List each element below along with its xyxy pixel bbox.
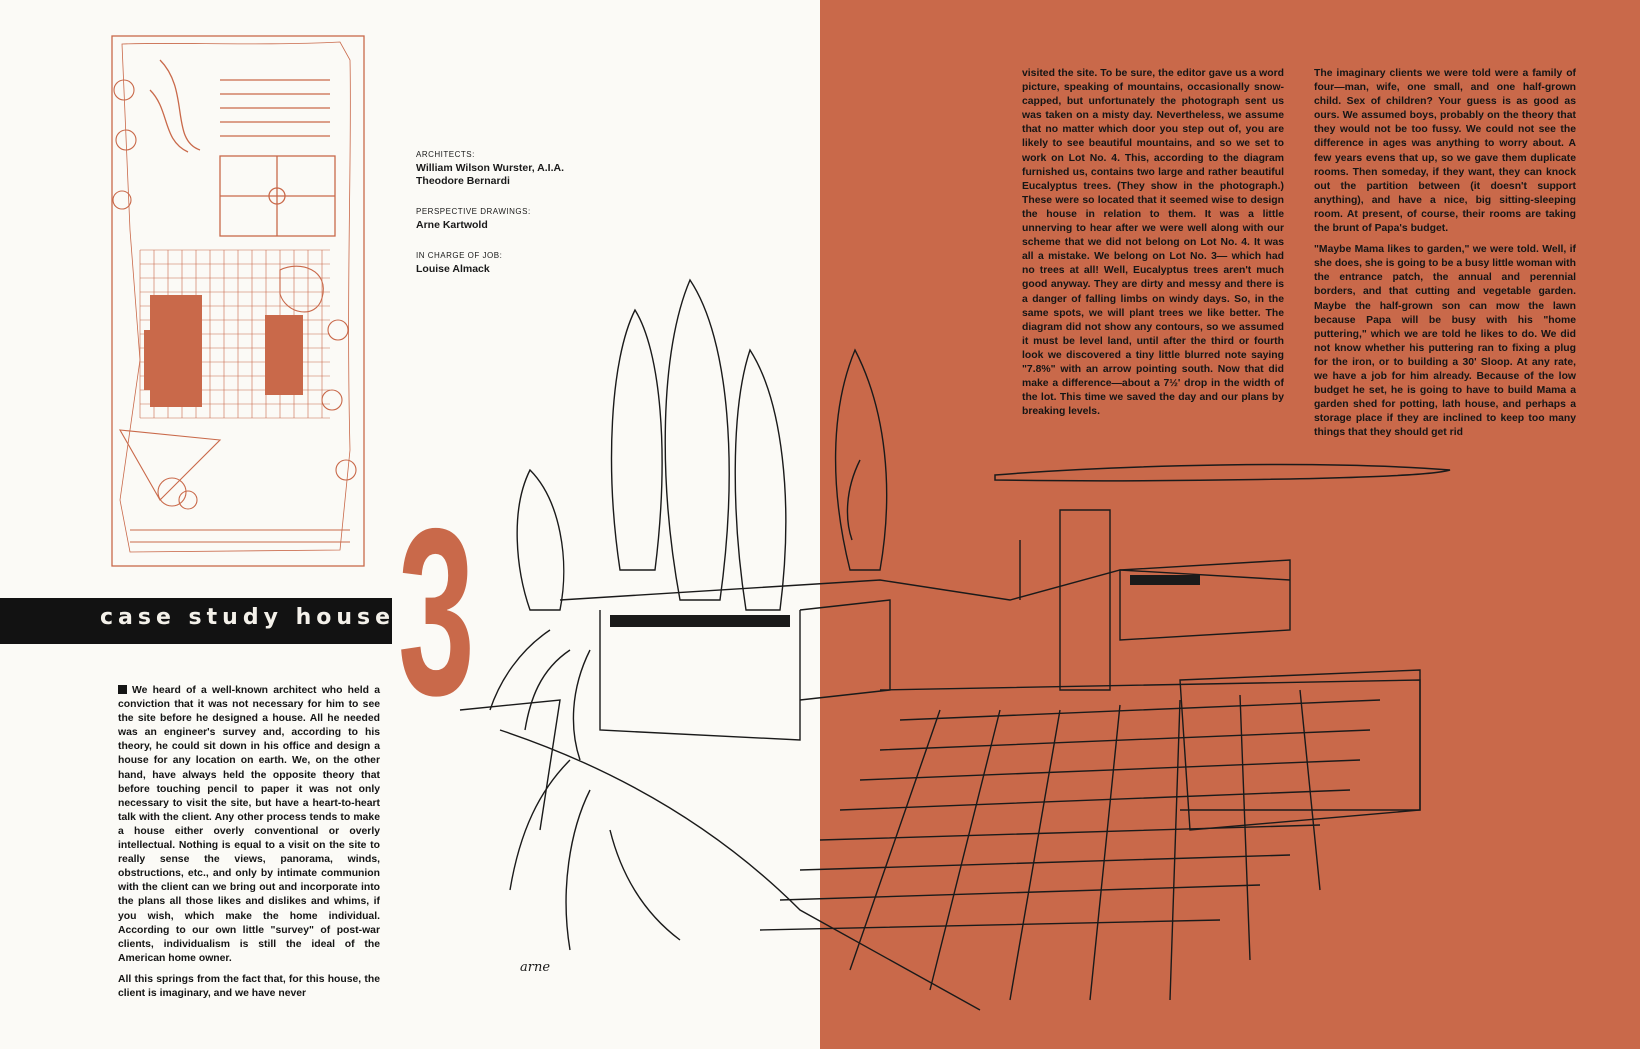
- bullet-square-icon: [118, 685, 127, 694]
- artist-signature: arne: [520, 960, 551, 975]
- perspective-name: Arne Kartwold: [416, 219, 488, 231]
- charge-label: IN CHARGE OF JOB:: [416, 251, 503, 260]
- banner-title: case study house: [100, 605, 396, 630]
- article-column-right-2: [1314, 67, 1576, 447]
- article-paragraph: All this springs from the fact that, for this house, the client is imaginary, and we have never: [118, 973, 380, 999]
- article-paragraph: "Maybe Mama likes to garden," we were told. Well, if she does, she is going to be a busy little woman with the entrance patch, the annual and perennial borders, and that cutting and vegetable garden. Maybe the half-grown son can mow the lawn because Papa will be busy with his "home puttering," which we are told he likes to do. We did not know whether his puttering ran to fixing a plug for the iron, or to building a 30' Sloop. At any rate, we have a job for him already. Because of the low budget he set, he is going to have to build Mama a garden shed for potting, lath house, and perhaps a storage place if they are inclined to keep too many things that they should get rid: [1314, 244, 1576, 439]
- article-paragraph: [118, 684, 380, 966]
- article-paragraph: The imaginary clients we were told were a family of four—man, wife, one small, and one half-grown child. Sex of children? Your guess is as good as ours. We assumed boys, probably on the theory that they would not be too fussy. We could not see the difference in ages was anything to worry about. A few years evens that up, so we gave them duplicate rooms. Then someday, if they want, they can knock out the partition between (it doesn't support anything), and have a nice, big sitting-sleeping room. At present, of course, their rooms are taking the brunt of Papa's budget.: [1314, 68, 1576, 235]
- site-plan-drawing: [100, 30, 370, 585]
- charge-name: Louise Almack: [416, 263, 490, 275]
- perspective-credit: [416, 207, 616, 232]
- article-paragraph: visited the site. To be sure, the editor gave us a word picture, speaking of mountains, occasionally snow-capped, but unfortunately the photograph sent us was taken on a misty day. Nevertheless, we assume that no matter which door you step out of, you are likely to see beautiful mountains, and so we set to work on Lot No. 4. This, according to the diagram furnished us, contains two large and rather beautiful Eucalyptus trees. (They show in the photograph.) These were so located that it seemed wise to design the house in relation to them. It was a little unnerving to hear after we were well along with our scheme that we did not belong on Lot No. 4. It was all a mistake. We belong on Lot No. 3— which had no trees at all! Well, Eucalyptus trees aren't much good anyway. They are dirty and messy and there is a danger of falling limbs on windy days. So, in the same spots, we will plant trees we like better. The diagram did not show any contours, so we assumed it must be level land, until after the third or fourth look we discovered a tiny little blurred note saying "7.8%" with an arrow pointing south. Now that did make a difference—about a 7½' drop in the width of the lot. This time we saved the day and our plans by breaking levels.: [1022, 68, 1284, 418]
- architect-name-1: William Wilson Wurster, A.I.A.: [416, 162, 564, 174]
- architect-name-2: Theodore Bernardi: [416, 175, 510, 187]
- article-column-left: [118, 684, 380, 1008]
- architects-credit: [416, 150, 616, 188]
- architects-label: ARCHITECTS:: [416, 150, 475, 159]
- perspective-label: PERSPECTIVE DRAWINGS:: [416, 207, 531, 216]
- article-paragraph-text: We heard of a well-known architect who held a conviction that it was not necessary for him to see the site before he designed a house. All he needed was an engineer's survey and, according to his theory, he could sit down in his office and design a house for any location on earth. We, on the other hand, have always held the opposite theory that before touching pencil to paper it was not only necessary to visit the site, but have a heart-to-heart talk with the client. Any other process tends to make a house either overly conventional or overly intellectual. Nothing is equal to a visit on the site to really sense the views, panorama, winds, obstructions, etc., and only by intimate communion with the client can we bring out and incorporate into the plans all those likes and dislikes and whims, if you wish, which make the home individual. According to our own little "survey" of post-war clients, individualism is still the ideal of the American home owner.: [118, 685, 380, 964]
- house-number: 3: [398, 480, 475, 745]
- article-column-right-1: [1022, 67, 1284, 426]
